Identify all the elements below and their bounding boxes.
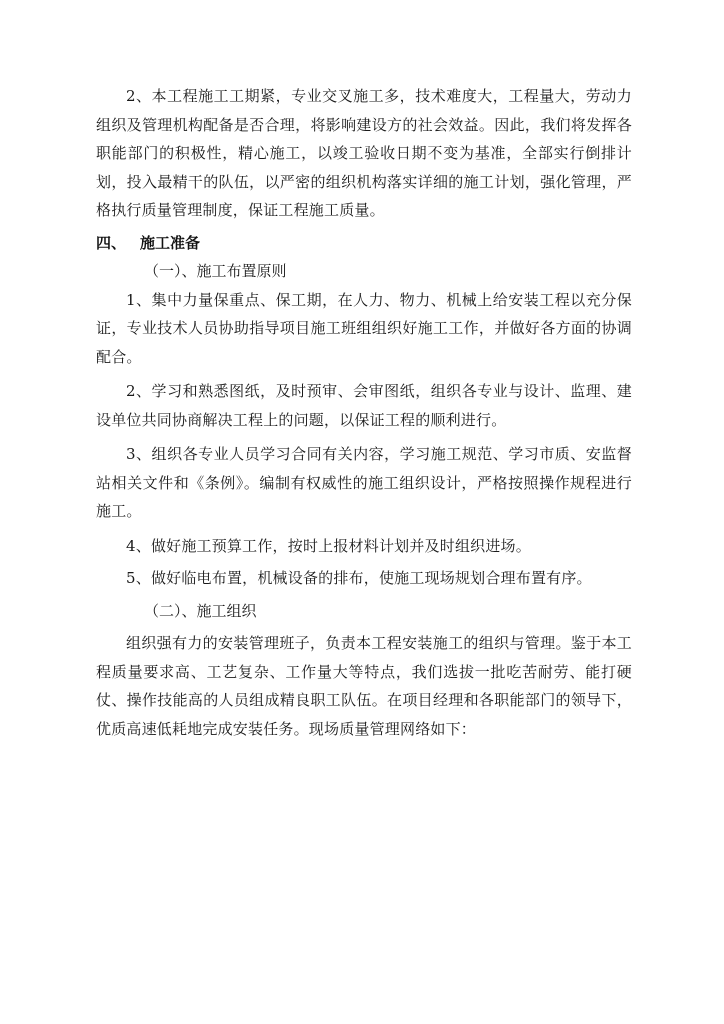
list-item: 4、做好施工预算工作，按时上报材料计划并及时组织进场。 <box>126 536 531 555</box>
section-title: 施工准备 <box>140 233 201 252</box>
document-page <box>96 82 632 743</box>
section-number: 四、 <box>96 233 127 252</box>
paragraph-organization: 组织强有力的安装管理班子，负责本工程安装施工的组织与管理。鉴于本工程质量要求高、工艺复杂、工作量大等特点，我们选拔一批吃苦耐劳、能打硬仗、操作技能高的人员组成精良职工队伍。在项目经理和各职能部门的领导下，优质高速低耗地完成安装任务。现场质量管理网络如下： <box>96 634 632 738</box>
list-item: 2、学习和熟悉图纸，及时预审、会审图纸，组织各专业与设计、监理、建设单位共同协商解决工程上的问题，以保证工程的顺利进行。 <box>96 382 632 429</box>
section-heading <box>96 229 632 258</box>
list-item: 1、集中力量保重点、保工期，在人力、物力、机械上给安装工程以充分保证，专业技术人员协助指导项目施工班组组织好施工工作，并做好各方面的协调配合。 <box>96 290 632 366</box>
list-item: 3、组织各专业人员学习合同有关内容，学习施工规范、学习市质、安监督站相关文件和《条例》。编制有权威性的施工组织设计，严格按照操作规程进行施工。 <box>96 445 632 520</box>
subsection-heading-principles: （一）、施工布置原则 <box>144 262 287 280</box>
paragraph-schedule: 2、本工程施工工期紧，专业交叉施工多，技术难度大，工程量大，劳动力组织及管理机构配备是否合理，将影响建设方的社会效益。因此，我们将发挥各职能部门的积极性，精心施工，以竣工验收日期不变为基准，全部实行倒排计划，投入最精干的队伍，以严密的组织机构落实详细的施工计划，强化管理，严格执行质量管理制度，保证工程施工质量。 <box>96 87 632 219</box>
subsection-heading-organization: （二）、施工组织 <box>144 601 257 620</box>
list-item: 5、做好临电布置，机械设备的排布，使施工现场规划合理布置有序。 <box>126 569 592 587</box>
